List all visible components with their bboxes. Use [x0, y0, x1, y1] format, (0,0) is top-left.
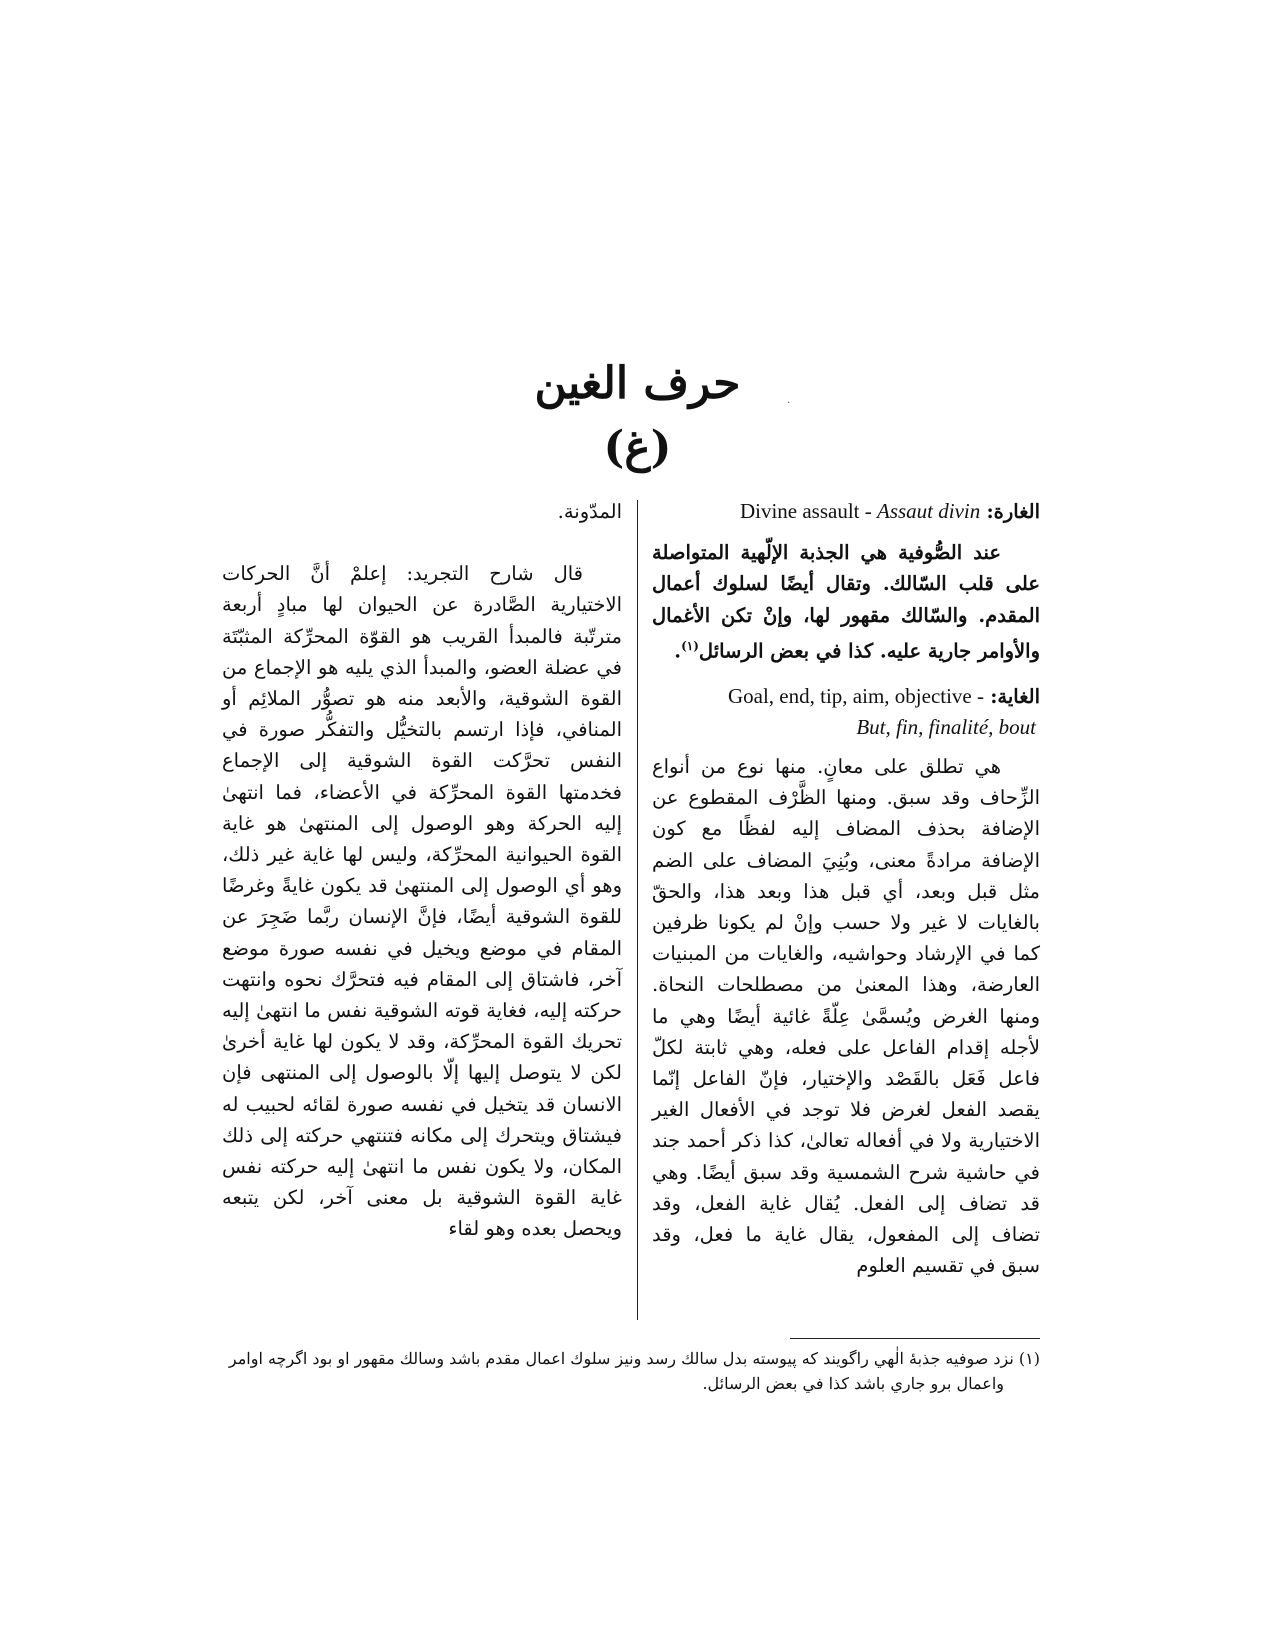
left-column — [222, 496, 622, 1245]
entry-term: الغارة — [993, 500, 1040, 523]
entry-translation — [740, 499, 980, 523]
french-gloss: Assaut divin — [877, 499, 981, 523]
chapter-letter: (غ) — [603, 422, 672, 473]
continued-text: المدّونة. — [557, 500, 622, 523]
right-column — [652, 496, 1040, 1281]
entry-term: الغاية — [997, 684, 1040, 708]
entry-body-ghaya: هي تطلق على معانٍ. منها نوع من أنواع الزِّحاف وقد سبق. ومنها الظَّرْف المقطوع عن الإضافة بحذف المضاف إليه لفظًا مع كون الإضافة مرادةً معنى، وبُنِيَ المضاف على الضم مثل قبل وبعد، أي قبل هذا وبعد هذا، والحقّ بالغايات لا غير ولا حسب وإنْ لم يكونا ظرفين كما في الإرشاد وحواشيه، والغايات من المبنيات العارضة، وهذا المعنىٰ من مصطلحات النحاة. ومنها الغرض ويُسمَّىٰ عِلّةً غائية أيضًا وهي ما لأجله إقدام الفاعل على فعله، وهي ثابتة لكلّ فاعل فَعَل بالقَصْد والإختيار، فإنّ الفاعل إنّما يقصد الفعل لغرض فلا توجد في الأفعال الغير الاختيارية ولا في أفعاله تعالىٰ، كذا ذكر أحمد جند في حاشية شرح الشمسية وقد سبق أيضًا. وهي قد تضاف إلى الفعل. يُقال غاية الفعل، وقد تضاف إلى المفعول، يقال غاية ما فعل، وقد سبق في تقسيم العلوم — [652, 754, 1040, 1278]
left-body-text: قال شارح التجريد: إعلمْ أنَّ الحركات الاختيارية الصَّادرة عن الحيوان لها مبادٍ أربعة مترتّبة فالمبدأ القريب هو القوّة المحرِّكة المثبّتَة في عضلة العضو، والمبدأ الذي يليه هو الإجماع من القوة الشوقية، والأبعد منه هو تصوُّر الملائِم أو المنافي، فإذا ارتسم بالتخيُّل والتفكُّر صورة في النفس تحرَّكت القوة الشوقية إلى الإجماع فخدمتها القوة المحرِّكة في الأعضاء، فما انتهىٰ إليه الحركة وهو الوصول إلى المنتهىٰ هو غاية القوة الحيوانية المحرِّكة، وليس لها غاية غير ذلك، وهو أي الوصول إلى المنتهىٰ قد يكون غايةً وغرضًا للقوة الشوقية أيضًا، فإنَّ الإنسان ربَّما ضَجِرَ عن المقام في موضع ويخيل في نفسه صورة موضع آخر، فاشتاق إلى المقام فيه فتحرَّك نحوه وانتهت حركته إليه، فغاية قوته الشوقية نفس ما انتهىٰ إليه تحريك القوة المحرِّكة، وقد لا يكون لها غاية أخرىٰ لكن لا يتوصل إليها إلّا بالوصول إلى المنتهى فإن الانسان قد يتخيل في نفسه صورة لقائه لحبيب له فيشتاق ويتحرك إلى مكانه فتنتهي حركته إلى ذلك المكان، ولا يكون نفس ما انتهىٰ إليه حركته نفس غاية القوة الشوقية بل معنى آخر، لكن يتبعه ويحصل بعده وهو لقاء — [222, 562, 622, 1241]
column-divider — [637, 500, 638, 1320]
footnote-rule — [790, 1338, 1040, 1339]
entry-heading-ghaya — [652, 681, 1040, 743]
entry-text: عند الصُّوفية هي الجذبة الإلّهية المتواصلة على قلب السّالك. وتقال أيضًا لسلوك أعمال المقدم. والسّالك مقهور لها، وإنْ تكن الأغمال والأوامر جارية عليه. كذا في بعض الرسائل — [652, 541, 1040, 663]
entry-end: . — [674, 639, 682, 663]
footnote-line-2: واعمال برو جاري باشد كذا في بعض الرسائل. — [702, 1374, 1004, 1393]
entry-body-ghara — [652, 537, 1040, 666]
french-gloss: But, fin, finalité, bout — [856, 714, 1036, 739]
chapter-title: حرف الغين — [534, 358, 741, 409]
english-gloss: Goal, end, tip, aim, objective - — [727, 683, 984, 708]
gloss-separator: - — [859, 499, 877, 523]
english-gloss: Divine assault — [739, 499, 860, 523]
footnote-ref[interactable]: (١) — [681, 638, 699, 653]
footnote — [222, 1346, 1040, 1396]
footnote-line-1: (١) نزد صوفيه جذبۀ الٰهي راگويند كه پيوسته بدل سالك رسد ونيز سلوك اعمال مقدم باشد وسالك مقهور او بود اگرچه اوامر — [228, 1349, 1040, 1368]
entry-colon: : — [990, 684, 998, 708]
stray-mark: . — [787, 395, 791, 406]
entry-heading-ghara — [652, 496, 1040, 527]
entry-colon: : — [986, 500, 994, 523]
